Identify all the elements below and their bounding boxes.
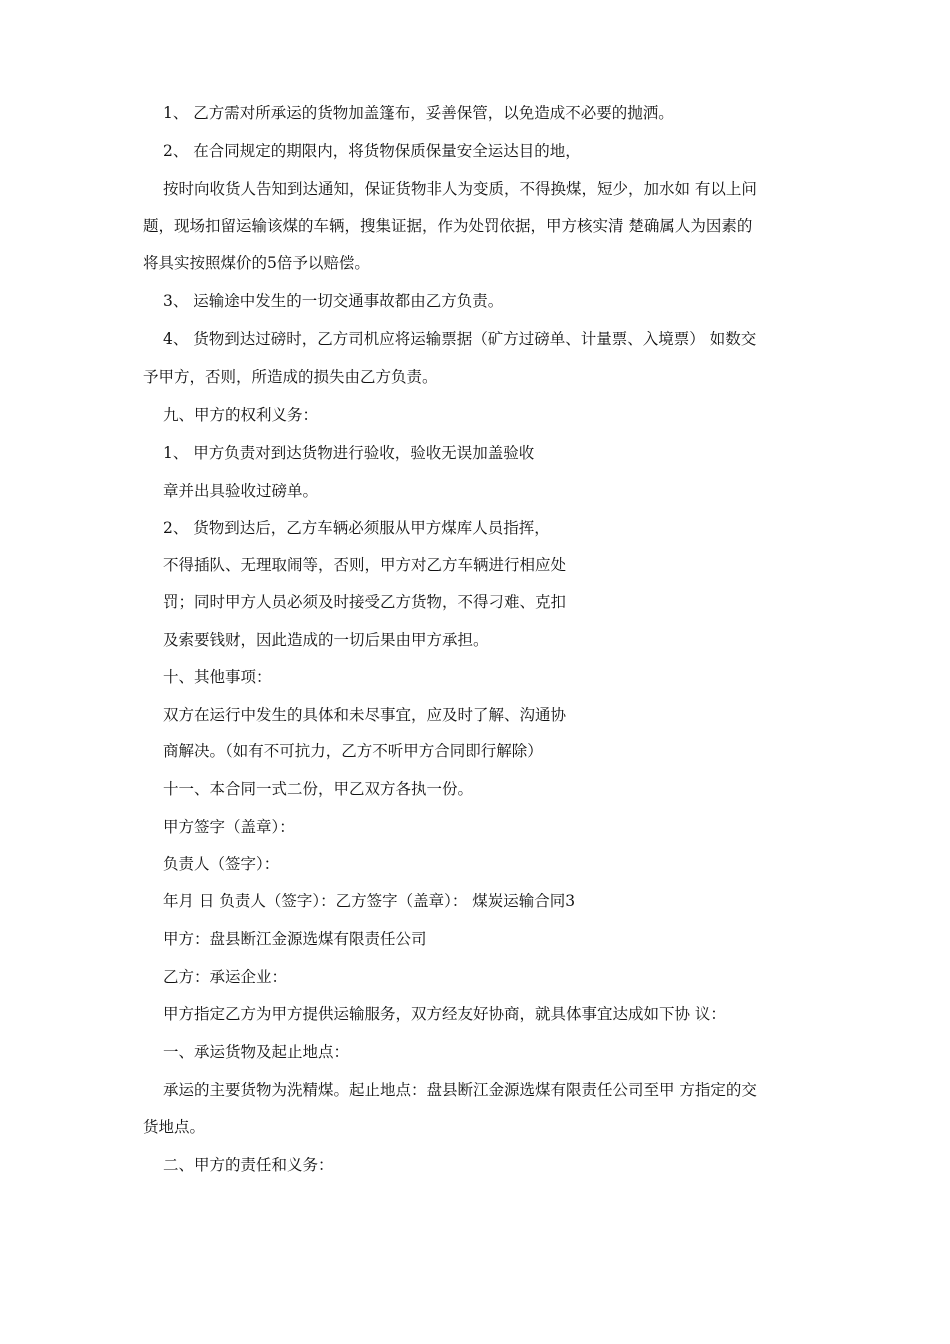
section-heading: 二、甲方的责任和义务：: [163, 1156, 334, 1174]
text-line: 2、 在合同规定的期限内，将货物保质保量安全运达目的地，: [163, 142, 581, 160]
text-line: 承运的主要货物为洗精煤。起止地点：盘县断江金源选煤有限责任公司至甲 方指定的交: [163, 1081, 757, 1099]
section-heading: 十、其他事项：: [163, 668, 272, 686]
text-line: 2、 货物到达后，乙方车辆必须服从甲方煤库人员指挥，: [163, 519, 550, 537]
text-line: 题，现场扣留运输该煤的车辆，搜集证据，作为处罚依据，甲方核实清 楚确属人为因素的: [143, 217, 753, 235]
text-line: 3、 运输途中发生的一切交通事故都由乙方负责。: [163, 292, 504, 310]
party-b: 乙方：承运企业：: [163, 968, 288, 986]
text-line: 罚；同时甲方人员必须及时接受乙方货物，不得刁难、克扣: [163, 593, 567, 611]
text-line: 双方在运行中发生的具体和未尽事宜，应及时了解、沟通协: [163, 706, 567, 724]
signature-label: 负责人（签字）：: [163, 855, 280, 873]
signature-label: 甲方签字（盖章）：: [163, 818, 295, 836]
text-line: 不得插队、无理取闹等，否则，甲方对乙方车辆进行相应处: [163, 556, 567, 574]
text-line: 按时向收货人告知到达通知，保证货物非人为变质，不得换煤，短少，加水如 有以上问: [163, 180, 757, 198]
text-line: 甲方指定乙方为甲方提供运输服务，双方经友好协商，就具体事宜达成如下协 议：: [163, 1005, 726, 1023]
text-line: 予甲方，否则，所造成的损失由乙方负责。: [143, 368, 438, 386]
text-line: 及索要钱财，因此造成的一切后果由甲方承担。: [163, 631, 489, 649]
section-heading: 一、承运货物及起止地点：: [163, 1043, 350, 1061]
text-line: 将具实按照煤价的5倍予以赔偿。: [143, 254, 370, 272]
section-heading: 九、甲方的权利义务：: [163, 406, 319, 424]
text-line: 1、 甲方负责对到达货物进行验收，验收无误加盖验收: [163, 444, 535, 462]
text-line: 货地点。: [143, 1118, 206, 1136]
text-line: 商解决。（如有不可抗力，乙方不听甲方合同即行解除）: [163, 742, 543, 760]
text-line: 1、 乙方需对所承运的货物加盖篷布，妥善保管，以免造成不必要的抛洒。: [163, 104, 674, 122]
party-a: 甲方：盘县断江金源选煤有限责任公司: [163, 930, 427, 948]
section-heading: 十一、本合同一式二份，甲乙双方各执一份。: [163, 780, 474, 798]
text-line: 章并出具验收过磅单。: [163, 482, 319, 500]
text-line: 4、 货物到达过磅时，乙方司机应将运输票据（矿方过磅单、计量票、入境票） 如数交: [163, 330, 757, 348]
signature-line: 年月 日 负责人（签字）：乙方签字（盖章）： 煤炭运输合同3: [163, 892, 576, 910]
